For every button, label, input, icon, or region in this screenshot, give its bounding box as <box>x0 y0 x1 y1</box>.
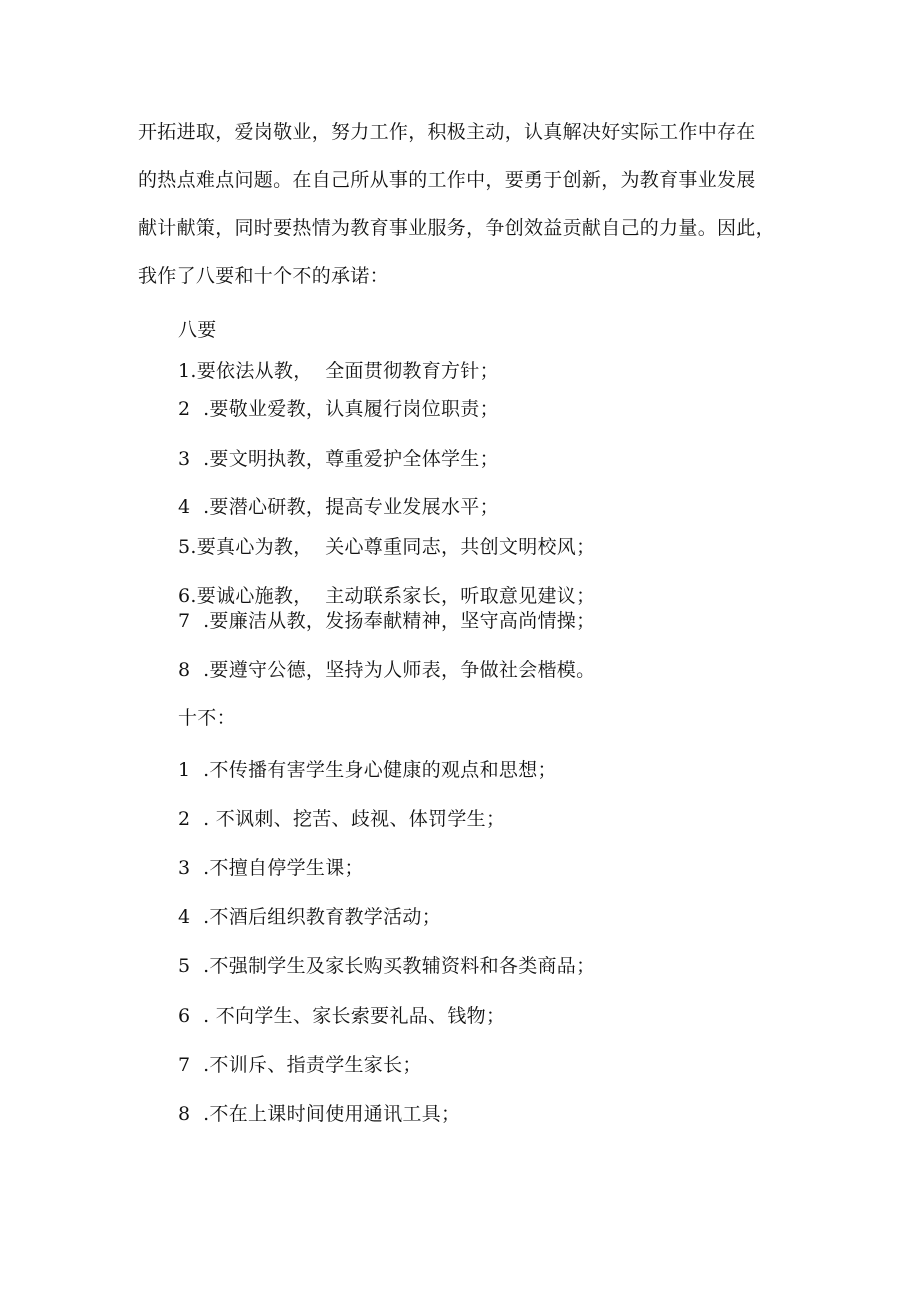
list-item: 4 .不酒后组织教育教学活动； <box>178 906 442 928</box>
intro-line: 开拓进取，爱岗敬业，努力工作，积极主动，认真解决好实际工作中存在 <box>138 121 756 143</box>
list-item: 7 .要廉洁从教，发扬奉献精神，坚守高尚情操； <box>178 610 596 632</box>
intro-line: 献计献策，同时要热情为教育事业服务，争创效益贡献自己的力量。因此， <box>138 217 775 239</box>
intro-line: 我作了八要和十个不的承诺： <box>138 265 389 287</box>
list-item: 2 . 不讽刺、挖苦、歧视、体罚学生； <box>178 808 506 830</box>
list-item: 3 .不擅自停学生课； <box>178 857 364 879</box>
list-item: 5.要真心为教， 关心尊重同志，共创文明校风； <box>178 536 596 558</box>
list-item: 3 .要文明执教，尊重爱护全体学生； <box>178 448 499 470</box>
list-item: 7 .不训斥、指责学生家长； <box>178 1054 422 1076</box>
ten-nots-heading: 十不： <box>178 707 236 729</box>
list-item: 8 .不在上课时间使用通讯工具； <box>178 1103 461 1125</box>
intro-line: 的热点难点问题。在自己所从事的工作中，要勇于创新，为教育事业发展 <box>138 169 756 191</box>
list-item: 6.要诚心施教， 主动联系家长，听取意见建议； <box>178 585 596 607</box>
list-item: 1 .不传播有害学生身心健康的观点和思想； <box>178 759 557 781</box>
list-item: 5 .不强制学生及家长购买教辅资料和各类商品； <box>178 955 596 977</box>
list-item: 2 .要敬业爱教，认真履行岗位职责； <box>178 398 499 420</box>
list-item: 1.要依法从教， 全面贯彻教育方针； <box>178 360 499 382</box>
eight-musts-heading: 八要 <box>178 319 217 341</box>
list-item: 6 . 不向学生、家长索要礼品、钱物； <box>178 1005 506 1027</box>
list-item: 4 .要潜心研教，提高专业发展水平； <box>178 496 499 518</box>
list-item: 8 .要遵守公德，坚持为人师表，争做社会楷模。 <box>178 659 596 681</box>
